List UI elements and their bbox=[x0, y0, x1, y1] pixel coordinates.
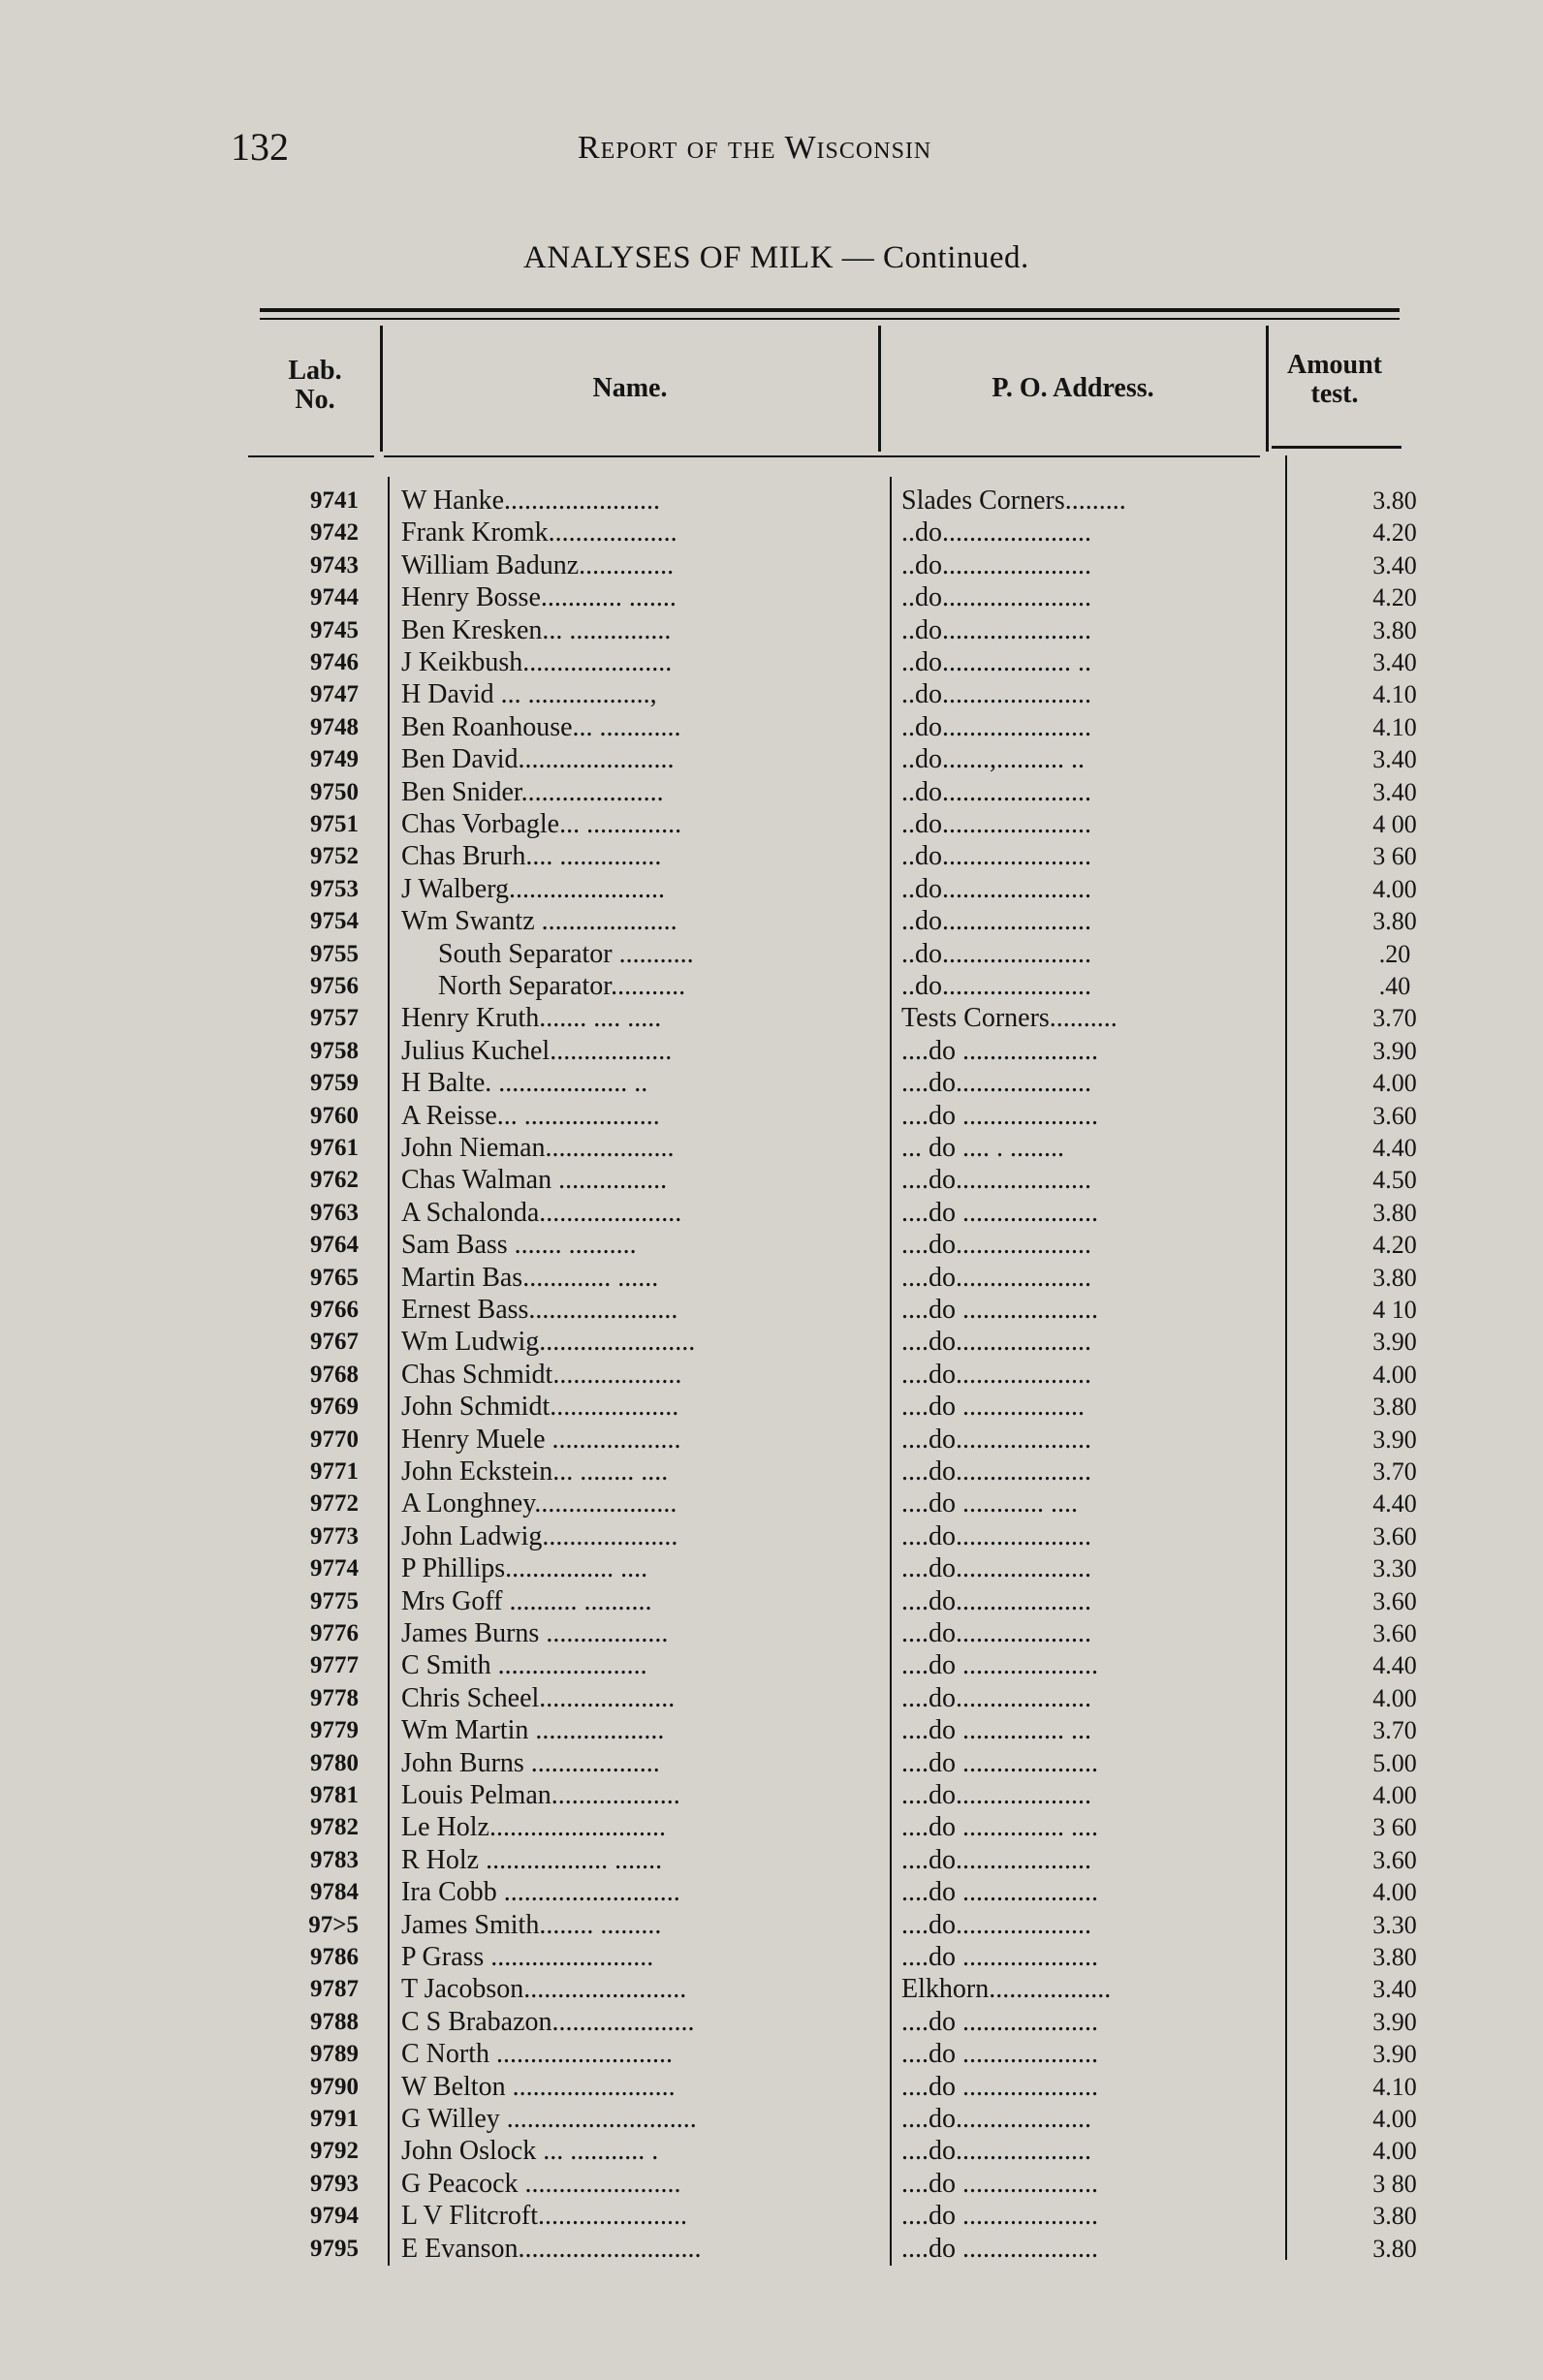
po-address: ....do.................... bbox=[901, 2136, 1091, 2166]
amount-test: 3.60 bbox=[1372, 1102, 1417, 1130]
sample-name: J Walberg....................... bbox=[401, 874, 666, 904]
lab-number: 9753 bbox=[310, 876, 359, 902]
amount-test: 4.10 bbox=[1372, 713, 1417, 741]
sample-name: John Ladwig.................... bbox=[401, 1521, 678, 1551]
sample-name: R Holz .................. ....... bbox=[401, 1845, 663, 1875]
table-row bbox=[0, 905, 1543, 937]
lab-number: 9776 bbox=[310, 1620, 359, 1646]
sample-name: Ernest Bass...................... bbox=[401, 1295, 678, 1325]
po-address: ..do...................... bbox=[901, 841, 1091, 871]
lab-number: 9754 bbox=[310, 908, 359, 934]
header-divider-3 bbox=[1266, 326, 1269, 452]
amount-test: 3.40 bbox=[1372, 551, 1417, 579]
lab-number: 9784 bbox=[310, 1879, 359, 1905]
sample-name: North Separator........... bbox=[438, 971, 686, 1001]
po-address: ....do.................... bbox=[901, 1360, 1091, 1390]
po-address: ....do.................... bbox=[901, 1263, 1091, 1293]
sample-name: William Badunz.............. bbox=[401, 550, 675, 580]
sample-name: South Separator ........... bbox=[438, 939, 694, 969]
table-row bbox=[0, 1682, 1543, 1714]
lab-number: 9761 bbox=[310, 1135, 359, 1161]
lab-number: 9771 bbox=[310, 1458, 359, 1485]
amount-test: 3.80 bbox=[1372, 616, 1417, 644]
po-address: Slades Corners......... bbox=[901, 485, 1126, 516]
lab-number: 9748 bbox=[310, 714, 359, 740]
amount-test: 3.60 bbox=[1372, 1522, 1417, 1550]
lab-number: 9752 bbox=[310, 843, 359, 869]
table-title: ANALYSES OF MILK — Continued. bbox=[523, 240, 1029, 275]
table-row bbox=[0, 549, 1543, 581]
amount-test: 4.50 bbox=[1372, 1166, 1417, 1194]
table-row bbox=[0, 1424, 1543, 1456]
lab-number: 9790 bbox=[310, 2074, 359, 2100]
header-bottom-rule-1 bbox=[248, 455, 374, 457]
po-address: ....do.................... bbox=[901, 1910, 1091, 1940]
sample-name: John Nieman................... bbox=[401, 1133, 675, 1163]
lab-number: 9750 bbox=[310, 779, 359, 805]
po-address: Elkhorn.................. bbox=[901, 1974, 1112, 2004]
po-address: Tests Corners.......... bbox=[901, 1003, 1118, 1033]
lab-number: 9765 bbox=[310, 1265, 359, 1291]
lab-number: 9795 bbox=[310, 2236, 359, 2262]
sample-name: G Peacock ....................... bbox=[401, 2169, 681, 2199]
sample-name: Ben Kresken... ............... bbox=[401, 615, 672, 645]
header-lab-line2: No. bbox=[295, 385, 335, 415]
po-address: ..do...................... bbox=[901, 809, 1091, 839]
amount-test: 4 10 bbox=[1372, 1296, 1417, 1324]
amount-test: 3.40 bbox=[1372, 648, 1417, 676]
po-address: ..do...................... bbox=[901, 906, 1091, 936]
po-address: ....do .................... bbox=[901, 2007, 1098, 2037]
amount-test: 4.00 bbox=[1372, 2137, 1417, 2165]
amount-test: 3 60 bbox=[1372, 842, 1417, 870]
table-row bbox=[0, 776, 1543, 808]
amount-test: 3.60 bbox=[1372, 1587, 1417, 1615]
lab-number: 9781 bbox=[310, 1782, 359, 1808]
amount-test: .40 bbox=[1378, 972, 1411, 1000]
lab-number: 9773 bbox=[310, 1523, 359, 1550]
header-lab-line1: Lab. bbox=[288, 356, 342, 386]
header-bottom-rule-2 bbox=[384, 455, 1260, 457]
amount-test: 3.80 bbox=[1372, 486, 1417, 515]
amount-test: 3.90 bbox=[1372, 1328, 1417, 1356]
table-row bbox=[0, 2038, 1543, 2070]
amount-test: 3.90 bbox=[1372, 1425, 1417, 1454]
sample-name: Martin Bas............. ...... bbox=[401, 1263, 659, 1293]
amount-test: 3.80 bbox=[1372, 1943, 1417, 1971]
table-row bbox=[0, 1617, 1543, 1649]
sample-name: C Smith ...................... bbox=[401, 1650, 647, 1680]
po-address: ....do.................... bbox=[901, 1230, 1091, 1260]
header-divider-1 bbox=[380, 326, 383, 452]
po-address: ..do...................... bbox=[901, 712, 1091, 742]
po-address: ....do ............... .... bbox=[901, 1812, 1098, 1842]
po-address: ....do .................... bbox=[901, 1877, 1098, 1907]
sample-name: Le Holz.......................... bbox=[401, 1812, 666, 1842]
po-address: ....do ............ .... bbox=[901, 1488, 1078, 1519]
lab-number: 9744 bbox=[310, 584, 359, 611]
top-rule-thick bbox=[260, 308, 1400, 312]
table-row bbox=[0, 517, 1543, 548]
amount-test: 3.80 bbox=[1372, 2202, 1417, 2230]
amount-test: 4.00 bbox=[1372, 1069, 1417, 1097]
lab-number: 9760 bbox=[310, 1103, 359, 1129]
po-address: ....do ............... ... bbox=[901, 1715, 1091, 1745]
lab-number: 9772 bbox=[310, 1490, 359, 1517]
sample-name: James Burns .................. bbox=[401, 1618, 669, 1648]
po-address: ..do................... .. bbox=[901, 647, 1091, 677]
lab-number: 9770 bbox=[310, 1426, 359, 1453]
table-row bbox=[0, 1649, 1543, 1681]
sample-name: Henry Muele ................... bbox=[401, 1425, 681, 1455]
lab-number: 9758 bbox=[310, 1038, 359, 1064]
sample-name: P Grass ........................ bbox=[401, 1942, 654, 1972]
table-row bbox=[0, 1359, 1543, 1391]
po-address: ..do...................... bbox=[901, 777, 1091, 807]
header-divider-2 bbox=[878, 326, 881, 452]
sample-name: H David ... .................., bbox=[401, 679, 657, 709]
table-row bbox=[0, 1747, 1543, 1779]
lab-number: 9792 bbox=[310, 2138, 359, 2164]
lab-number: 9791 bbox=[310, 2106, 359, 2132]
table-row bbox=[0, 614, 1543, 646]
sample-name: Chas Schmidt................... bbox=[401, 1360, 682, 1390]
table-row bbox=[0, 1262, 1543, 1294]
sample-name: A Reisse... .................... bbox=[401, 1101, 660, 1131]
lab-number: 9755 bbox=[310, 941, 359, 967]
table-row bbox=[0, 1552, 1543, 1584]
amount-test: 4.40 bbox=[1372, 1134, 1417, 1162]
lab-number: 9764 bbox=[310, 1232, 359, 1258]
lab-number: 9743 bbox=[310, 552, 359, 579]
table-row bbox=[0, 1294, 1543, 1326]
amount-test: 4.10 bbox=[1372, 2073, 1417, 2101]
amount-test: 4.20 bbox=[1372, 583, 1417, 611]
po-address: ..do...................... bbox=[901, 939, 1091, 969]
sample-name: Mrs Goff .......... .......... bbox=[401, 1586, 652, 1616]
table-row bbox=[0, 1035, 1543, 1067]
table-row bbox=[0, 1229, 1543, 1261]
po-address: ....do.................... bbox=[901, 1425, 1091, 1455]
table-row bbox=[0, 1391, 1543, 1423]
po-address: ....do .................... bbox=[901, 1101, 1098, 1131]
table-row bbox=[0, 1456, 1543, 1488]
amount-test: 4 00 bbox=[1372, 810, 1417, 838]
lab-number: 9780 bbox=[310, 1750, 359, 1776]
po-address: ....do.................... bbox=[901, 1327, 1091, 1357]
amount-test: 3.70 bbox=[1372, 1716, 1417, 1744]
table-row bbox=[0, 1973, 1543, 2005]
sample-name: A Longhney..................... bbox=[401, 1488, 677, 1519]
amount-test: 4.20 bbox=[1372, 518, 1417, 547]
table-row bbox=[0, 1876, 1543, 1908]
lab-number: 9777 bbox=[310, 1652, 359, 1678]
lab-number: 9767 bbox=[310, 1329, 359, 1355]
lab-number: 9779 bbox=[310, 1717, 359, 1743]
table-row bbox=[0, 938, 1543, 970]
amount-test: 4.40 bbox=[1372, 1651, 1417, 1679]
sample-name: John Burns ................... bbox=[401, 1748, 660, 1778]
lab-number: 9778 bbox=[310, 1685, 359, 1711]
amount-test: 3.90 bbox=[1372, 1037, 1417, 1065]
sample-name: Julius Kuchel.................. bbox=[401, 1036, 673, 1066]
table-row bbox=[0, 1779, 1543, 1811]
lab-number: 9782 bbox=[310, 1814, 359, 1840]
table-row bbox=[0, 1164, 1543, 1196]
header-name: Name. bbox=[592, 373, 668, 403]
amount-test: 4.00 bbox=[1372, 1684, 1417, 1712]
lab-number: 9794 bbox=[310, 2203, 359, 2229]
lab-number: 9763 bbox=[310, 1200, 359, 1226]
sample-name: Louis Pelman................... bbox=[401, 1780, 680, 1810]
po-address: ....do.................... bbox=[901, 1780, 1091, 1810]
header-amount-line1: Amount bbox=[1286, 350, 1382, 380]
table-row bbox=[0, 743, 1543, 775]
table-row bbox=[0, 1520, 1543, 1552]
table-row bbox=[0, 1002, 1543, 1034]
lab-number: 9742 bbox=[310, 519, 359, 546]
table-row bbox=[0, 1941, 1543, 1973]
page-number: 132 bbox=[231, 125, 289, 169]
po-address: ... do .... . ........ bbox=[901, 1133, 1064, 1163]
sample-name: Henry Bosse............ ....... bbox=[401, 582, 677, 612]
amount-test: 3.40 bbox=[1372, 745, 1417, 773]
amount-test: 3.80 bbox=[1372, 907, 1417, 935]
sample-name: John Schmidt................... bbox=[401, 1392, 679, 1422]
sample-name: Ben David....................... bbox=[401, 744, 675, 774]
po-address: ....do .................... bbox=[901, 1295, 1098, 1325]
table-row bbox=[0, 1811, 1543, 1843]
table-row bbox=[0, 678, 1543, 710]
po-address: ..do...................... bbox=[901, 550, 1091, 580]
amount-test: 3.70 bbox=[1372, 1004, 1417, 1032]
table-row bbox=[0, 2168, 1543, 2200]
top-rule-thin bbox=[260, 318, 1400, 320]
lab-number: 9749 bbox=[310, 746, 359, 772]
amount-test: 4.00 bbox=[1372, 875, 1417, 903]
lab-number: 9786 bbox=[310, 1944, 359, 1970]
po-address: ....do .................... bbox=[901, 1198, 1098, 1228]
sample-name: H Balte. ................... .. bbox=[401, 1068, 648, 1098]
sample-name: E Evanson........................... bbox=[401, 2234, 702, 2264]
amount-test: 3.60 bbox=[1372, 1846, 1417, 1874]
sample-name: L V Flitcroft...................... bbox=[401, 2201, 688, 2231]
po-address: ..do...................... bbox=[901, 582, 1091, 612]
amount-test: 3.80 bbox=[1372, 1199, 1417, 1227]
table-row bbox=[0, 808, 1543, 840]
po-address: ..do.......,.......... .. bbox=[901, 744, 1085, 774]
lab-number: 9783 bbox=[310, 1847, 359, 1873]
sample-name: Wm Ludwig....................... bbox=[401, 1327, 696, 1357]
table-row bbox=[0, 1488, 1543, 1519]
amount-test: 3 60 bbox=[1372, 1813, 1417, 1841]
sample-name: Chas Vorbagle... .............. bbox=[401, 809, 682, 839]
lab-number: 9793 bbox=[310, 2171, 359, 2197]
po-address: ..do...................... bbox=[901, 517, 1091, 548]
lab-number: 9775 bbox=[310, 1588, 359, 1614]
po-address: ....do.................... bbox=[901, 1683, 1091, 1713]
po-address: ..do...................... bbox=[901, 874, 1091, 904]
amount-test: 3.90 bbox=[1372, 2008, 1417, 2036]
amount-test: 4.00 bbox=[1372, 1361, 1417, 1389]
table-row bbox=[0, 1326, 1543, 1358]
table-row bbox=[0, 840, 1543, 872]
table-row bbox=[0, 2135, 1543, 2167]
po-address: ....do.................... bbox=[901, 1521, 1091, 1551]
table-row bbox=[0, 970, 1543, 1002]
po-address: ....do.................... bbox=[901, 1456, 1091, 1487]
sample-name: Wm Swantz .................... bbox=[401, 906, 677, 936]
sample-name: Sam Bass ....... .......... bbox=[401, 1230, 637, 1260]
header-address: P. O. Address. bbox=[992, 373, 1154, 403]
table-row bbox=[0, 581, 1543, 613]
po-address: ....do.................... bbox=[901, 1553, 1091, 1583]
sample-name: Chas Brurh.... ............... bbox=[401, 841, 662, 871]
header-lab-no bbox=[262, 357, 368, 415]
lab-number: 9768 bbox=[310, 1362, 359, 1388]
amount-test: 3.80 bbox=[1372, 2235, 1417, 2263]
table-row bbox=[0, 2071, 1543, 2103]
table-row bbox=[0, 1844, 1543, 1876]
po-address: ....do.................... bbox=[901, 1068, 1091, 1098]
lab-number: 9745 bbox=[310, 617, 359, 643]
lab-number: 9757 bbox=[310, 1005, 359, 1031]
amount-test: 5.00 bbox=[1372, 1749, 1417, 1777]
sample-name: John Oslock ... ........... . bbox=[401, 2136, 659, 2166]
table-row bbox=[0, 1714, 1543, 1746]
table-row bbox=[0, 2233, 1543, 2265]
running-head: Report of the Wisconsin bbox=[578, 130, 932, 166]
po-address: ....do.................... bbox=[901, 1165, 1091, 1195]
sample-name: John Eckstein... ........ .... bbox=[401, 1456, 669, 1487]
lab-number: 97>5 bbox=[308, 1912, 359, 1938]
sample-name: Henry Kruth....... .... ..... bbox=[401, 1003, 662, 1033]
lab-number: 9751 bbox=[310, 811, 359, 837]
po-address: ....do .................... bbox=[901, 2072, 1098, 2102]
po-address: ....do.................... bbox=[901, 1845, 1091, 1875]
po-address: ....do.................... bbox=[901, 1586, 1091, 1616]
lab-number: 9766 bbox=[310, 1297, 359, 1323]
lab-number: 9746 bbox=[310, 649, 359, 675]
amount-test: 3.90 bbox=[1372, 2040, 1417, 2068]
table-row bbox=[0, 1585, 1543, 1617]
amount-test: .20 bbox=[1378, 940, 1411, 968]
amount-test: 3.80 bbox=[1372, 1393, 1417, 1421]
table-row bbox=[0, 1067, 1543, 1099]
sample-name: A Schalonda..................... bbox=[401, 1198, 682, 1228]
amount-test: 3.30 bbox=[1372, 1911, 1417, 1939]
po-address: ....do .................... bbox=[901, 2234, 1098, 2264]
po-address: ....do .................... bbox=[901, 1650, 1098, 1680]
po-address: ....do.................... bbox=[901, 2104, 1091, 2134]
po-address: ....do .................... bbox=[901, 1748, 1098, 1778]
lab-number: 9759 bbox=[310, 1070, 359, 1096]
header-amount bbox=[1270, 351, 1400, 409]
table-row bbox=[0, 1197, 1543, 1229]
po-address: ....do .................... bbox=[901, 1036, 1098, 1066]
po-address: ....do .................... bbox=[901, 2201, 1098, 2231]
sample-name: Wm Martin ................... bbox=[401, 1715, 665, 1745]
amount-test: 3.40 bbox=[1372, 1975, 1417, 2003]
header-amount-line2: test. bbox=[1310, 379, 1359, 409]
po-address: ..do...................... bbox=[901, 615, 1091, 645]
sample-name: Frank Kromk................... bbox=[401, 517, 677, 548]
sample-name: J Keikbush...................... bbox=[401, 647, 673, 677]
sample-name: P Phillips................ .... bbox=[401, 1553, 648, 1583]
sample-name: Chris Scheel.................... bbox=[401, 1683, 676, 1713]
po-address: ....do .................... bbox=[901, 2169, 1098, 2199]
amount-test: 3 80 bbox=[1372, 2170, 1417, 2198]
po-address: ..do...................... bbox=[901, 679, 1091, 709]
sample-name: Ben Roanhouse... ............ bbox=[401, 712, 681, 742]
lab-number: 9774 bbox=[310, 1555, 359, 1581]
sample-name: T Jacobson........................ bbox=[401, 1974, 687, 2004]
sample-name: W Belton ........................ bbox=[401, 2072, 676, 2102]
sample-name: Ben Snider..................... bbox=[401, 777, 664, 807]
amount-test: 4.00 bbox=[1372, 1781, 1417, 1809]
lab-number: 9762 bbox=[310, 1167, 359, 1193]
lab-number: 9747 bbox=[310, 681, 359, 707]
amount-test: 4.40 bbox=[1372, 1489, 1417, 1518]
lab-number: 9769 bbox=[310, 1394, 359, 1420]
lab-number: 9756 bbox=[310, 973, 359, 999]
po-address: ..do...................... bbox=[901, 971, 1091, 1001]
table-row bbox=[0, 485, 1543, 517]
table-row bbox=[0, 2200, 1543, 2232]
sample-name: James Smith........ ......... bbox=[401, 1910, 662, 1940]
sample-name: G Willey ............................ bbox=[401, 2104, 697, 2134]
sample-name: W Hanke....................... bbox=[401, 485, 660, 516]
lab-number: 9789 bbox=[310, 2041, 359, 2067]
sample-name: Chas Walman ................ bbox=[401, 1165, 668, 1195]
po-address: ....do.................... bbox=[901, 1618, 1091, 1648]
amount-test: 3.40 bbox=[1372, 778, 1417, 806]
po-address: ....do .................. bbox=[901, 1392, 1085, 1422]
lab-number: 9788 bbox=[310, 2009, 359, 2035]
amount-test: 3.80 bbox=[1372, 1264, 1417, 1292]
table-row bbox=[0, 1909, 1543, 1941]
amount-test: 3.30 bbox=[1372, 1554, 1417, 1582]
table-row bbox=[0, 873, 1543, 905]
sample-name: Ira Cobb .......................... bbox=[401, 1877, 680, 1907]
amount-test: 3.70 bbox=[1372, 1457, 1417, 1486]
table-row bbox=[0, 2006, 1543, 2038]
table-row bbox=[0, 646, 1543, 678]
sample-name: C S Brabazon..................... bbox=[401, 2007, 695, 2037]
header-bottom-rule-3 bbox=[1272, 446, 1401, 449]
lab-number: 9787 bbox=[310, 1976, 359, 2002]
table-row bbox=[0, 1132, 1543, 1164]
table-row bbox=[0, 2103, 1543, 2135]
amount-test: 3.60 bbox=[1372, 1619, 1417, 1647]
table-row bbox=[0, 1100, 1543, 1132]
amount-test: 4.00 bbox=[1372, 2105, 1417, 2133]
amount-test: 4.10 bbox=[1372, 680, 1417, 708]
table-row bbox=[0, 711, 1543, 743]
amount-test: 4.00 bbox=[1372, 1878, 1417, 1906]
lab-number: 9741 bbox=[310, 487, 359, 514]
sample-name: C North .......................... bbox=[401, 2039, 673, 2069]
po-address: ....do .................... bbox=[901, 1942, 1098, 1972]
po-address: ....do .................... bbox=[901, 2039, 1098, 2069]
amount-test: 4.20 bbox=[1372, 1231, 1417, 1259]
